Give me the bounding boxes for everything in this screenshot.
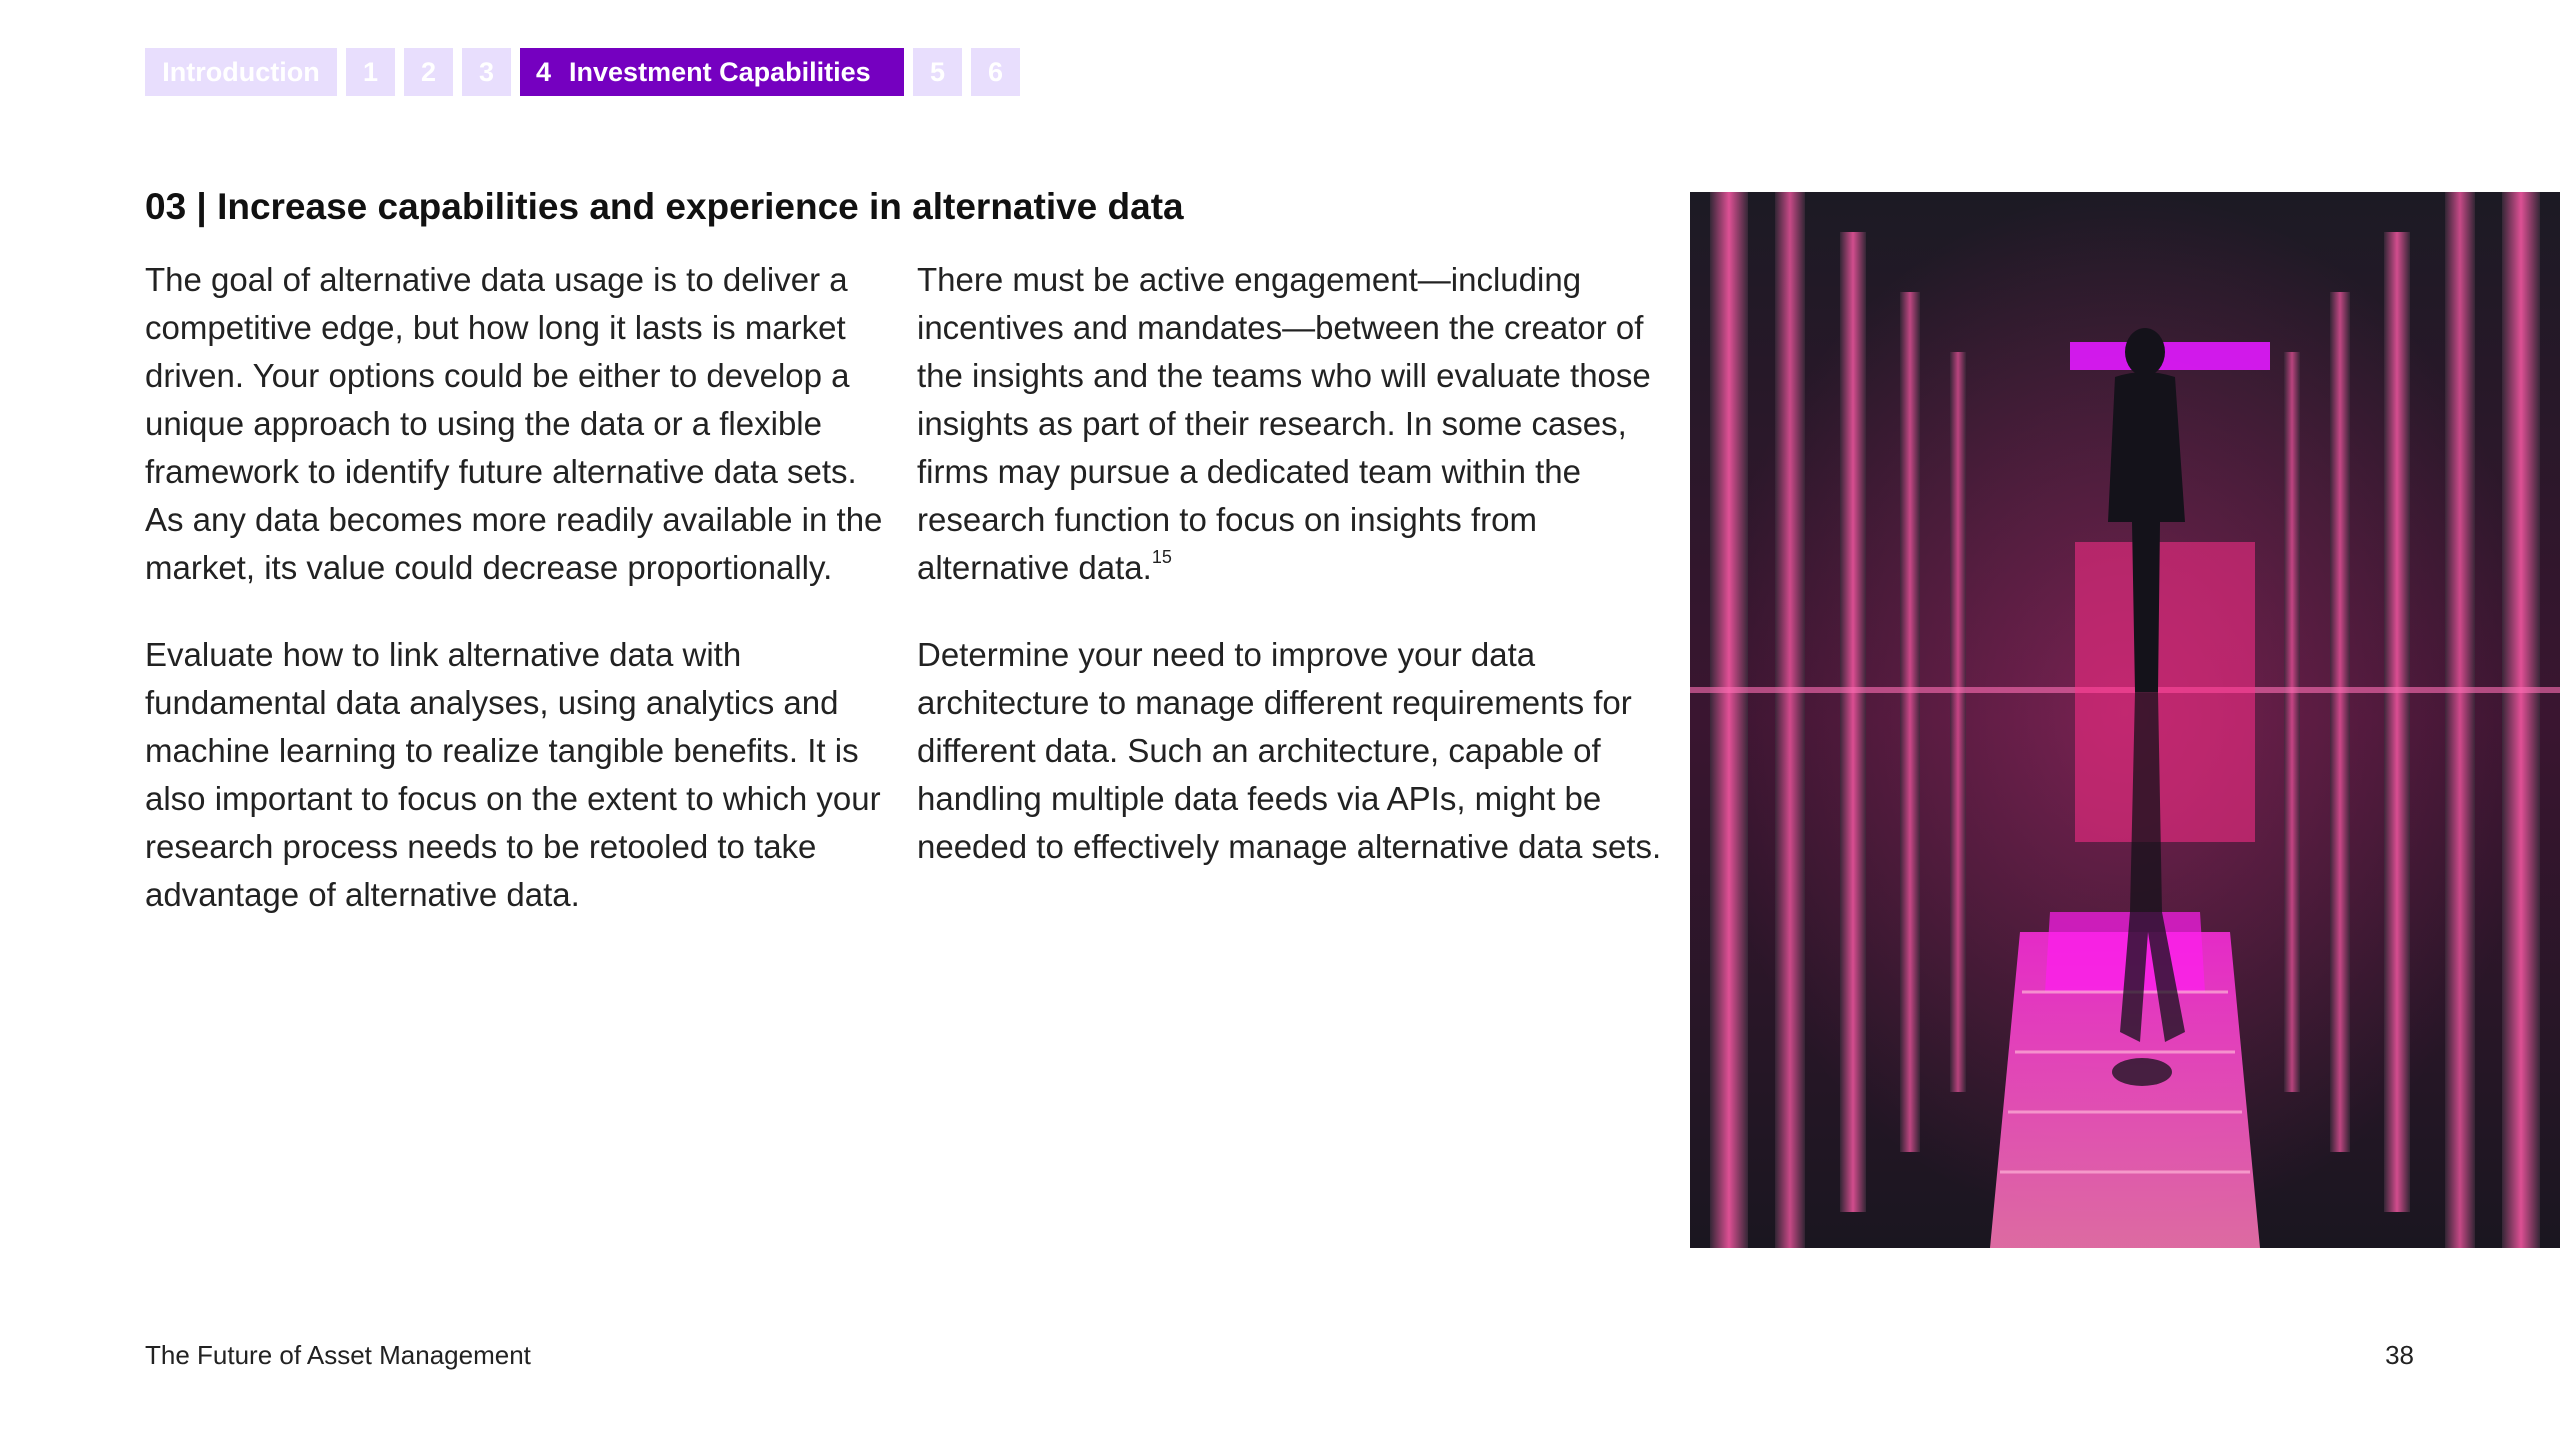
photo-illustration [1690, 192, 2560, 1248]
page-number: 38 [2385, 1340, 2414, 1370]
document-title: The Future of Asset Management [145, 1340, 531, 1370]
tab-label: Investment Capabilities [569, 57, 871, 87]
neon-bridge-photo [1690, 192, 2560, 1248]
paragraph: Determine your need to improve your data architecture to manage different requirements for different data. Such an architecture, capable of handling multiple data feeds via APIs, might be needed to effectively manage alternative data sets. [917, 636, 1662, 865]
right-column [917, 256, 1662, 910]
paragraph-with-footnote [917, 256, 1662, 592]
footnote-ref[interactable]: 15 [1151, 547, 1172, 567]
paragraph: Evaluate how to link alternative data with fundamental data analyses, using analytics and machine learning to realize tangible benefits. It is also important to focus on the extent to which your research process needs to be retooled to take advantage of alternative data. [145, 636, 881, 913]
tab-number: 4 [536, 57, 552, 87]
tab-5[interactable]: 5 [913, 48, 962, 96]
paragraph: The goal of alternative data usage is to deliver a competitive edge, but how long it lasts is market driven. Your options could be either to develop a unique approach to using the data or a flexible framework to identify future alternative data sets. As any data becomes more readily available in the market, its value could decrease proportionally. [145, 261, 883, 586]
tab-3[interactable]: 3 [462, 48, 511, 96]
paragraph-text: There must be active engagement—including incentives and mandates—between the creator of the insights and the teams who will evaluate those insights as part of their research. In some cases, firms may pursue a dedicated team within the research function to focus on insights from alternative data. [917, 261, 1651, 586]
left-column [145, 256, 890, 958]
tab-2[interactable]: 2 [404, 48, 453, 96]
tab-investment-capabilities[interactable] [520, 48, 904, 96]
section-heading: 03 | Increase capabilities and experience in alternative data [145, 186, 1184, 227]
tab-1[interactable]: 1 [346, 48, 395, 96]
section-nav [145, 48, 1020, 96]
tab-6[interactable]: 6 [971, 48, 1020, 96]
tab-introduction[interactable]: Introduction [145, 48, 337, 96]
